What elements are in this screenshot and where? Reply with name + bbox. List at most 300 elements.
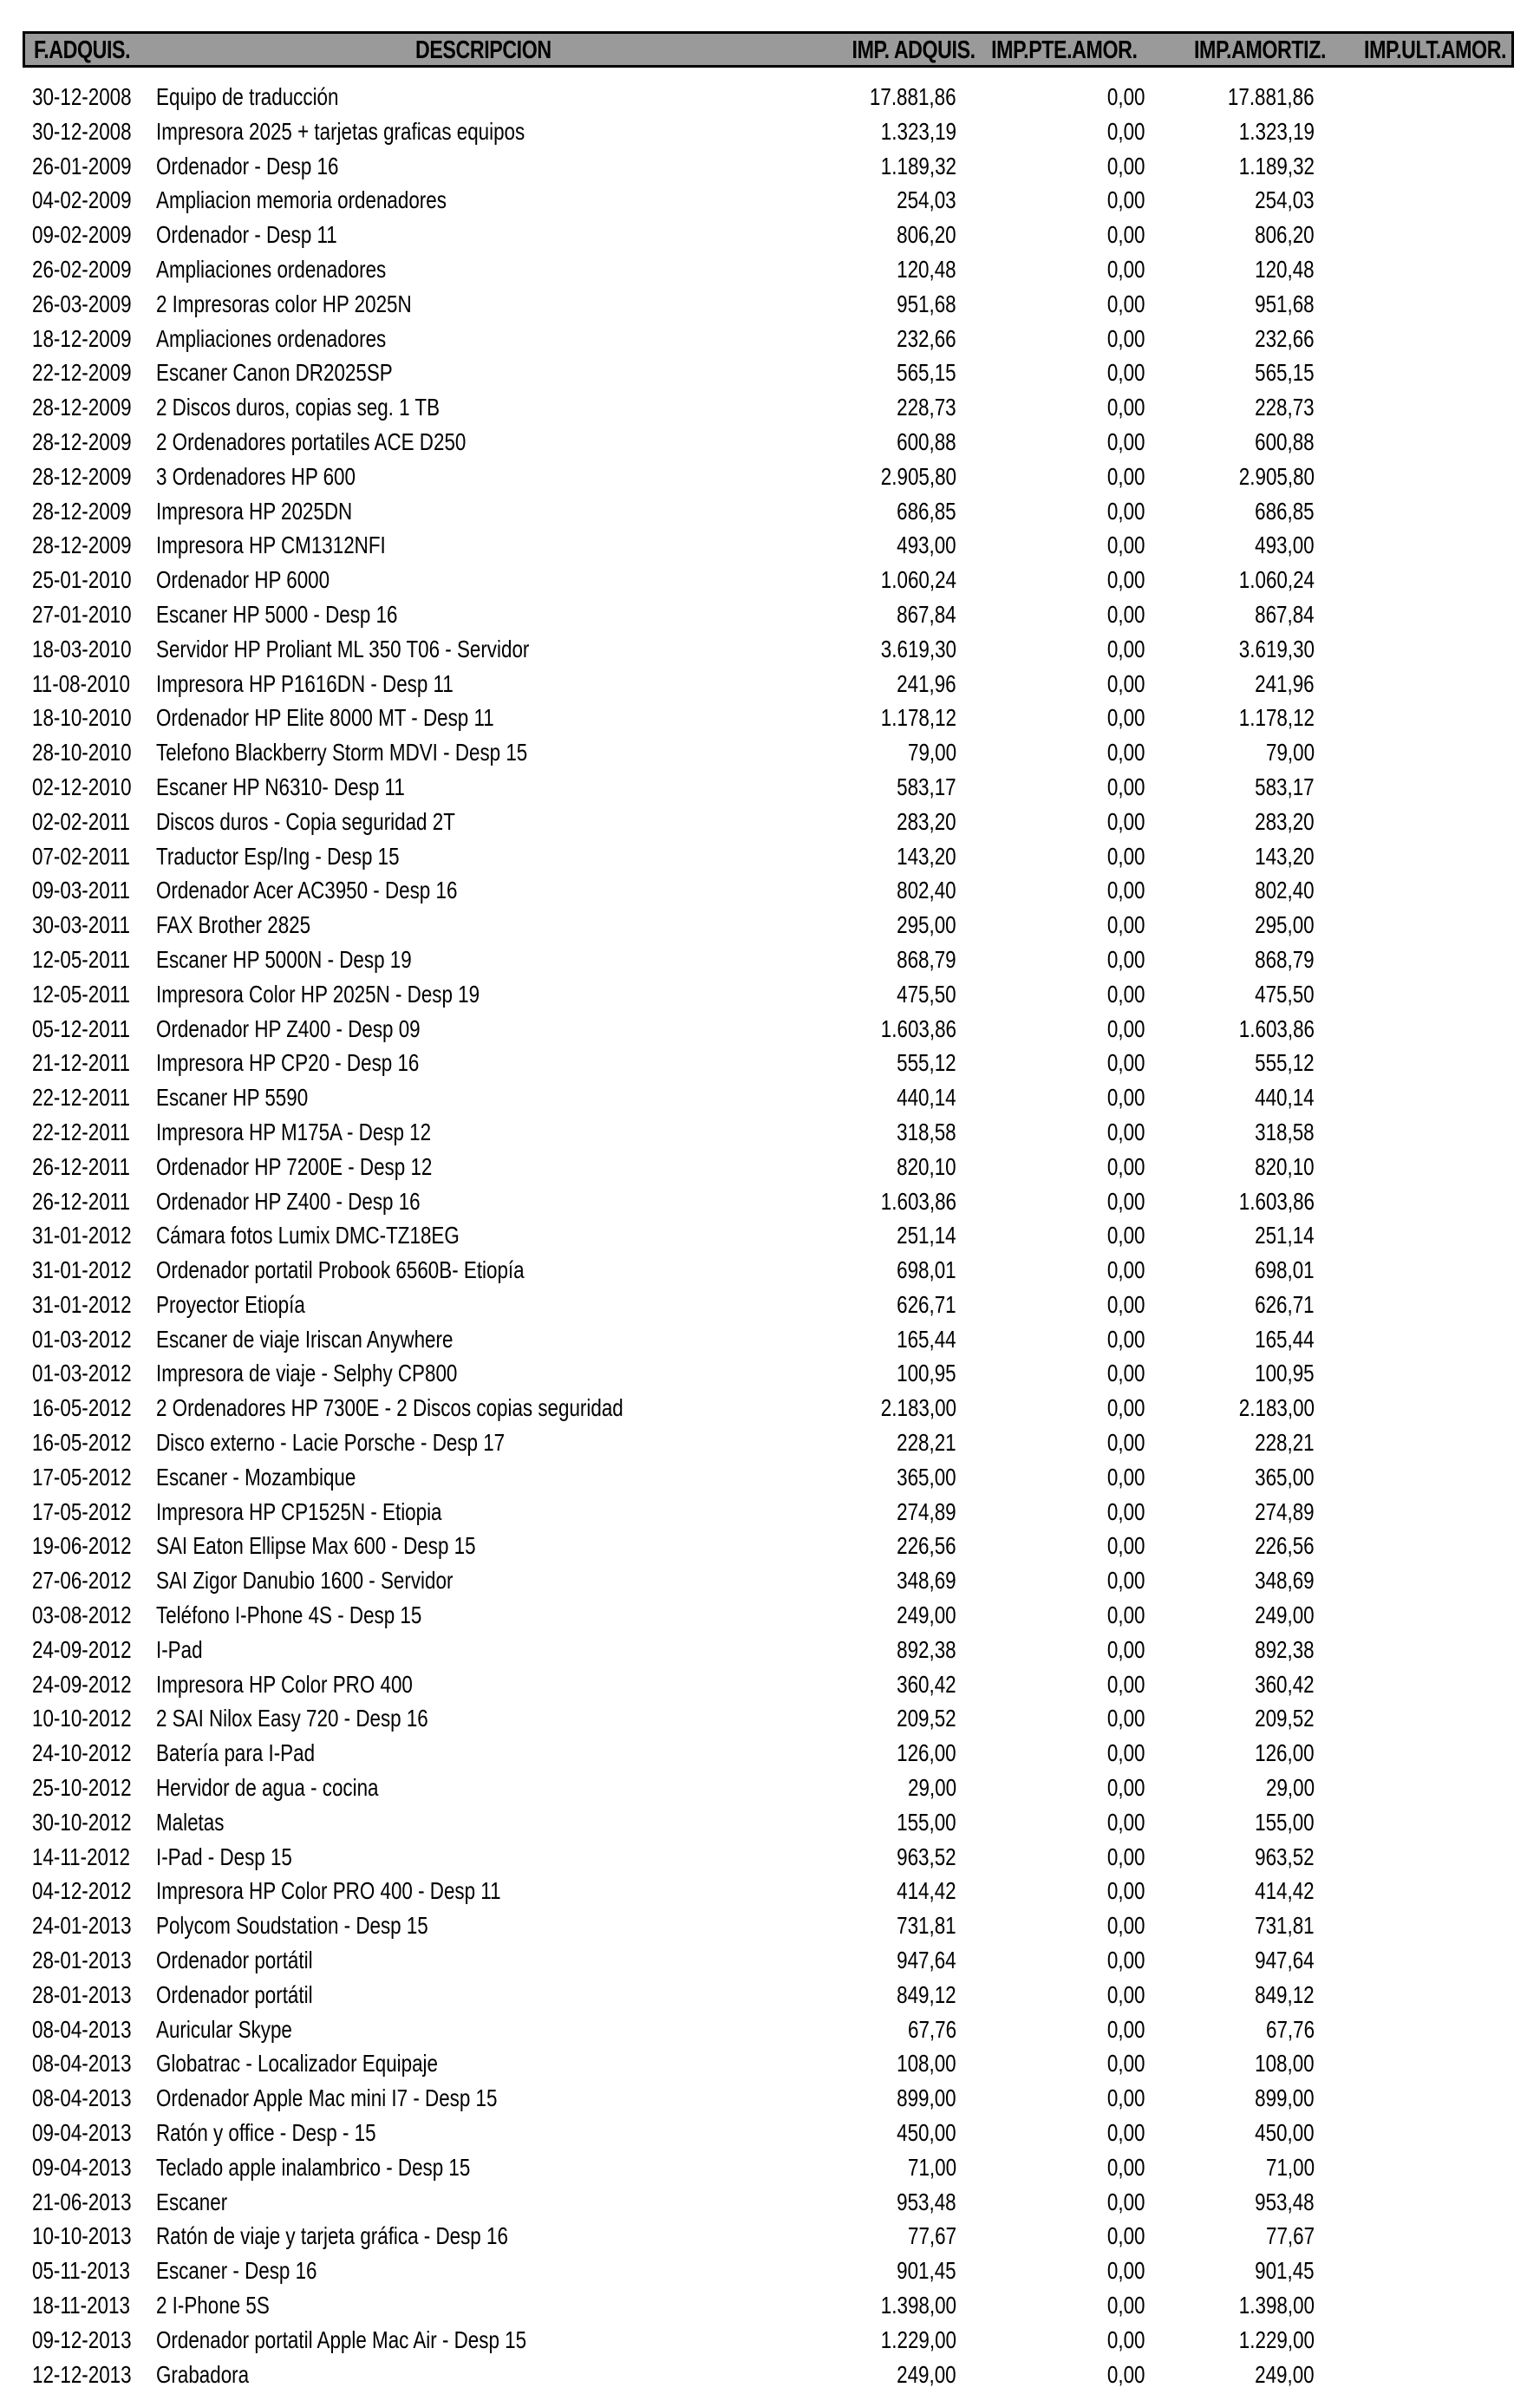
cell-description: Ordenador portatil Probook 6560B- Etiopía	[156, 1256, 525, 1284]
cell-description: Telefono Blackberry Storm MDVI - Desp 15	[156, 739, 528, 766]
cell-description: Ordenador HP Elite 8000 MT - Desp 11	[156, 704, 494, 732]
cell-description: Ampliacion memoria ordenadores	[156, 186, 447, 214]
cell-imp-adquis: 251,14	[897, 1222, 956, 1249]
cell-imp-amortiz: 254,03	[1255, 186, 1315, 214]
cell-imp-adquis: 867,84	[897, 600, 956, 628]
cell-description: Ampliaciones ordenadores	[156, 255, 387, 283]
table-row	[0, 597, 1540, 632]
cell-imp-pte-amor: 0,00	[1106, 1808, 1145, 1836]
table-row	[0, 252, 1540, 287]
cell-imp-amortiz: 232,66	[1255, 324, 1315, 352]
cell-imp-pte-amor: 0,00	[1106, 1014, 1145, 1042]
cell-description: I-Pad - Desp 15	[156, 1843, 292, 1870]
cell-imp-amortiz: 228,21	[1255, 1429, 1315, 1457]
table-row	[0, 1840, 1540, 1875]
cell-imp-adquis: 450,00	[897, 2119, 956, 2147]
cell-date: 22-12-2011	[32, 1118, 130, 1145]
cell-date: 27-06-2012	[32, 1567, 132, 1595]
table-row	[0, 2116, 1540, 2150]
cell-description: Escaner HP 5000N - Desp 19	[156, 945, 412, 973]
cell-date: 18-11-2013	[32, 2292, 130, 2319]
cell-date: 05-11-2013	[32, 2257, 130, 2285]
cell-date: 28-01-2013	[32, 1980, 132, 2008]
cell-description: Discos duros - Copia seguridad 2T	[156, 807, 455, 835]
cell-imp-amortiz: 947,64	[1255, 1947, 1315, 1974]
cell-date: 09-03-2011	[32, 877, 130, 904]
table-row	[0, 494, 1540, 529]
cell-imp-pte-amor: 0,00	[1106, 1325, 1145, 1353]
cell-imp-adquis: 71,00	[907, 2153, 956, 2181]
cell-date: 12-05-2011	[32, 945, 130, 973]
cell-imp-adquis: 600,88	[897, 427, 956, 455]
cell-imp-adquis: 77,67	[907, 2222, 956, 2250]
cell-imp-amortiz: 29,00	[1265, 1774, 1315, 1802]
table-row	[0, 1218, 1540, 1253]
cell-date: 31-01-2012	[32, 1256, 132, 1284]
cell-imp-pte-amor: 0,00	[1106, 635, 1145, 662]
table-row	[0, 2081, 1540, 2116]
cell-imp-adquis: 1.603,86	[880, 1014, 956, 1042]
cell-imp-adquis: 274,89	[897, 1497, 956, 1525]
cell-imp-pte-amor: 0,00	[1106, 427, 1145, 455]
table-row	[0, 908, 1540, 943]
table-row	[0, 1356, 1540, 1391]
cell-description: Escaner HP 5000 - Desp 16	[156, 600, 398, 628]
cell-imp-amortiz: 71,00	[1265, 2153, 1315, 2181]
cell-imp-pte-amor: 0,00	[1106, 2188, 1145, 2215]
table-row	[0, 667, 1540, 701]
cell-imp-pte-amor: 0,00	[1106, 1532, 1145, 1560]
table-row	[0, 2012, 1540, 2047]
cell-description: 2 Impresoras color HP 2025N	[156, 290, 412, 317]
cell-date: 28-10-2010	[32, 739, 132, 766]
table-row	[0, 1805, 1540, 1840]
cell-imp-pte-amor: 0,00	[1106, 1567, 1145, 1595]
cell-description: 2 Ordenadores HP 7300E - 2 Discos copias seguridad	[156, 1394, 623, 1422]
cell-imp-pte-amor: 0,00	[1106, 497, 1145, 525]
table-row	[0, 1460, 1540, 1495]
table-header	[23, 31, 1514, 68]
cell-imp-adquis: 1.323,19	[880, 117, 956, 145]
cell-imp-amortiz: 226,56	[1255, 1532, 1315, 1560]
cell-imp-adquis: 17.881,86	[870, 83, 956, 110]
cell-imp-pte-amor: 0,00	[1106, 1705, 1145, 1732]
cell-date: 01-03-2012	[32, 1360, 132, 1387]
cell-description: Grabadora	[156, 2360, 250, 2388]
cell-imp-adquis: 2.905,80	[880, 462, 956, 490]
header-date: F.ADQUIS.	[34, 36, 131, 64]
cell-description: Disco externo - Lacie Porsche - Desp 17	[156, 1429, 506, 1457]
table-row	[0, 2323, 1540, 2358]
cell-description: Batería para I-Pad	[156, 1739, 316, 1767]
cell-description: Teclado apple inalambrico - Desp 15	[156, 2153, 471, 2181]
cell-imp-adquis: 849,12	[897, 1980, 956, 2008]
cell-date: 18-12-2009	[32, 324, 132, 352]
cell-description: Ampliaciones ordenadores	[156, 324, 387, 352]
cell-date: 28-12-2009	[32, 462, 132, 490]
table-row	[0, 2288, 1540, 2323]
table-row	[0, 943, 1540, 977]
table-row	[0, 1288, 1540, 1322]
cell-date: 26-12-2011	[32, 1152, 130, 1180]
cell-date: 16-05-2012	[32, 1429, 132, 1457]
cell-imp-amortiz: 100,95	[1255, 1360, 1315, 1387]
cell-description: I-Pad	[156, 1635, 203, 1663]
cell-imp-adquis: 67,76	[907, 2015, 956, 2043]
cell-description: Escaner Canon DR2025SP	[156, 359, 393, 387]
table-row	[0, 1908, 1540, 1943]
cell-imp-pte-amor: 0,00	[1106, 773, 1145, 800]
cell-imp-pte-amor: 0,00	[1106, 739, 1145, 766]
cell-description: Impresora HP Color PRO 400	[156, 1670, 413, 1698]
cell-imp-adquis: 155,00	[897, 1808, 956, 1836]
cell-imp-amortiz: 899,00	[1255, 2084, 1315, 2112]
cell-date: 31-01-2012	[32, 1222, 132, 1249]
cell-imp-pte-amor: 0,00	[1106, 83, 1145, 110]
header-description: DESCRIPCION	[415, 36, 551, 64]
cell-imp-amortiz: 583,17	[1255, 773, 1315, 800]
cell-imp-amortiz: 365,00	[1255, 1463, 1315, 1491]
cell-imp-adquis: 440,14	[897, 1084, 956, 1112]
cell-description: Impresora HP CP1525N - Etiopia	[156, 1497, 442, 1525]
cell-imp-amortiz: 414,42	[1255, 1877, 1315, 1905]
cell-imp-adquis: 698,01	[897, 1256, 956, 1284]
cell-imp-pte-amor: 0,00	[1106, 1739, 1145, 1767]
cell-imp-pte-amor: 0,00	[1106, 290, 1145, 317]
cell-imp-amortiz: 868,79	[1255, 945, 1315, 973]
cell-imp-pte-amor: 0,00	[1106, 2257, 1145, 2285]
cell-imp-pte-amor: 0,00	[1106, 2325, 1145, 2353]
cell-imp-adquis: 165,44	[897, 1325, 956, 1353]
cell-imp-pte-amor: 0,00	[1106, 1497, 1145, 1525]
cell-imp-adquis: 249,00	[897, 2360, 956, 2388]
table-row	[0, 322, 1540, 356]
cell-imp-adquis: 475,50	[897, 980, 956, 1008]
cell-imp-amortiz: 209,52	[1255, 1705, 1315, 1732]
cell-imp-pte-amor: 0,00	[1106, 1912, 1145, 1940]
cell-date: 02-02-2011	[32, 807, 130, 835]
cell-description: Ordenador Apple Mac mini I7 - Desp 15	[156, 2084, 498, 2112]
cell-date: 31-01-2012	[32, 1290, 132, 1318]
cell-imp-pte-amor: 0,00	[1106, 1601, 1145, 1629]
cell-date: 01-03-2012	[32, 1325, 132, 1353]
cell-imp-pte-amor: 0,00	[1106, 1152, 1145, 1180]
cell-date: 12-05-2011	[32, 980, 130, 1008]
cell-imp-amortiz: 565,15	[1255, 359, 1315, 387]
cell-imp-pte-amor: 0,00	[1106, 255, 1145, 283]
cell-imp-pte-amor: 0,00	[1106, 152, 1145, 179]
cell-date: 11-08-2010	[32, 669, 130, 697]
cell-date: 05-12-2011	[32, 1014, 130, 1042]
cell-imp-adquis: 2.183,00	[880, 1394, 956, 1422]
cell-imp-adquis: 626,71	[897, 1290, 956, 1318]
table-row	[0, 873, 1540, 908]
cell-imp-amortiz: 493,00	[1255, 532, 1315, 559]
cell-imp-adquis: 802,40	[897, 877, 956, 904]
table-row	[0, 1529, 1540, 1563]
table-row	[0, 1322, 1540, 1357]
cell-imp-pte-amor: 0,00	[1106, 1118, 1145, 1145]
cell-imp-amortiz: 600,88	[1255, 427, 1315, 455]
cell-imp-amortiz: 698,01	[1255, 1256, 1315, 1284]
cell-date: 28-12-2009	[32, 394, 132, 421]
cell-date: 08-04-2013	[32, 2084, 132, 2112]
table-row	[0, 218, 1540, 252]
cell-imp-amortiz: 686,85	[1255, 497, 1315, 525]
cell-imp-amortiz: 1.603,86	[1238, 1014, 1315, 1042]
cell-imp-amortiz: 450,00	[1255, 2119, 1315, 2147]
cell-imp-pte-amor: 0,00	[1106, 1049, 1145, 1077]
cell-imp-pte-amor: 0,00	[1106, 1670, 1145, 1698]
cell-imp-amortiz: 440,14	[1255, 1084, 1315, 1112]
cell-imp-pte-amor: 0,00	[1106, 2015, 1145, 2043]
cell-imp-amortiz: 1.178,12	[1238, 704, 1315, 732]
cell-description: 2 Ordenadores portatiles ACE D250	[156, 427, 467, 455]
table-row	[0, 563, 1540, 597]
table-row	[0, 1391, 1540, 1425]
cell-imp-adquis: 209,52	[897, 1705, 956, 1732]
cell-imp-adquis: 295,00	[897, 911, 956, 939]
cell-imp-adquis: 348,69	[897, 1567, 956, 1595]
cell-description: Impresora Color HP 2025N - Desp 19	[156, 980, 480, 1008]
cell-date: 28-12-2009	[32, 532, 132, 559]
cell-imp-adquis: 414,42	[897, 1877, 956, 1905]
cell-imp-pte-amor: 0,00	[1106, 945, 1145, 973]
cell-date: 07-02-2011	[32, 842, 130, 870]
cell-date: 26-03-2009	[32, 290, 132, 317]
cell-description: 3 Ordenadores HP 600	[156, 462, 356, 490]
table-row	[0, 1874, 1540, 1908]
cell-imp-adquis: 565,15	[897, 359, 956, 387]
cell-date: 28-12-2009	[32, 497, 132, 525]
cell-date: 21-12-2011	[32, 1049, 130, 1077]
cell-imp-pte-amor: 0,00	[1106, 980, 1145, 1008]
cell-date: 16-05-2012	[32, 1394, 132, 1422]
cell-date: 30-10-2012	[32, 1808, 132, 1836]
cell-imp-amortiz: 165,44	[1255, 1325, 1315, 1353]
cell-imp-amortiz: 295,00	[1255, 911, 1315, 939]
cell-date: 18-10-2010	[32, 704, 132, 732]
table-row	[0, 1563, 1540, 1598]
table-row	[0, 114, 1540, 149]
cell-imp-amortiz: 951,68	[1255, 290, 1315, 317]
cell-description: Ordenador - Desp 11	[156, 221, 337, 249]
cell-date: 10-10-2013	[32, 2222, 132, 2250]
cell-imp-pte-amor: 0,00	[1106, 2222, 1145, 2250]
cell-imp-adquis: 226,56	[897, 1532, 956, 1560]
table-row	[0, 1736, 1540, 1771]
cell-imp-pte-amor: 0,00	[1106, 117, 1145, 145]
cell-description: Servidor HP Proliant ML 350 T06 - Servidor	[156, 635, 530, 662]
table-row	[0, 839, 1540, 874]
cell-imp-pte-amor: 0,00	[1106, 1084, 1145, 1112]
cell-date: 30-12-2008	[32, 83, 132, 110]
cell-date: 26-02-2009	[32, 255, 132, 283]
cell-imp-amortiz: 120,48	[1255, 255, 1315, 283]
cell-imp-adquis: 108,00	[897, 2050, 956, 2078]
table-row	[0, 1701, 1540, 1736]
table-row	[0, 287, 1540, 322]
cell-imp-amortiz: 820,10	[1255, 1152, 1315, 1180]
cell-imp-pte-amor: 0,00	[1106, 1394, 1145, 1422]
cell-imp-pte-amor: 0,00	[1106, 1360, 1145, 1387]
cell-imp-adquis: 686,85	[897, 497, 956, 525]
cell-description: Impresora HP Color PRO 400 - Desp 11	[156, 1877, 501, 1905]
cell-imp-amortiz: 79,00	[1265, 739, 1315, 766]
cell-imp-pte-amor: 0,00	[1106, 566, 1145, 594]
cell-date: 03-08-2012	[32, 1601, 132, 1629]
table-row	[0, 1080, 1540, 1115]
cell-description: 2 I-Phone 5S	[156, 2292, 270, 2319]
cell-imp-adquis: 555,12	[897, 1049, 956, 1077]
cell-imp-amortiz: 475,50	[1255, 980, 1315, 1008]
cell-date: 22-12-2009	[32, 359, 132, 387]
cell-imp-adquis: 731,81	[897, 1912, 956, 1940]
cell-imp-amortiz: 77,67	[1265, 2222, 1315, 2250]
cell-date: 09-12-2013	[32, 2325, 132, 2353]
cell-date: 09-04-2013	[32, 2153, 132, 2181]
table-row	[0, 1150, 1540, 1184]
table-row	[0, 770, 1540, 805]
cell-imp-pte-amor: 0,00	[1106, 600, 1145, 628]
cell-imp-pte-amor: 0,00	[1106, 1463, 1145, 1491]
cell-date: 04-02-2009	[32, 186, 132, 214]
cell-date: 26-01-2009	[32, 152, 132, 179]
cell-imp-amortiz: 626,71	[1255, 1290, 1315, 1318]
cell-description: Equipo de traducción	[156, 83, 339, 110]
cell-imp-pte-amor: 0,00	[1106, 359, 1145, 387]
cell-imp-pte-amor: 0,00	[1106, 1290, 1145, 1318]
cell-imp-adquis: 126,00	[897, 1739, 956, 1767]
cell-description: Ordenador HP 6000	[156, 566, 330, 594]
cell-imp-adquis: 360,42	[897, 1670, 956, 1698]
table-row	[0, 2254, 1540, 2288]
cell-date: 28-01-2013	[32, 1947, 132, 1974]
header-imp-amortiz: IMP.AMORTIZ.	[1193, 36, 1326, 64]
table-row	[0, 425, 1540, 460]
table-row	[0, 632, 1540, 667]
cell-date: 27-01-2010	[32, 600, 132, 628]
cell-imp-pte-amor: 0,00	[1106, 1429, 1145, 1457]
cell-date: 17-05-2012	[32, 1497, 132, 1525]
cell-description: Proyector Etiopía	[156, 1290, 305, 1318]
table-row	[0, 2219, 1540, 2254]
cell-imp-amortiz: 1.603,86	[1238, 1187, 1315, 1215]
cell-imp-amortiz: 1.060,24	[1238, 566, 1315, 594]
cell-imp-pte-amor: 0,00	[1106, 394, 1145, 421]
cell-imp-pte-amor: 0,00	[1106, 1980, 1145, 2008]
cell-imp-adquis: 254,03	[897, 186, 956, 214]
table-row	[0, 2046, 1540, 2081]
cell-description: Ordenador portatil Apple Mac Air - Desp 15	[156, 2325, 527, 2353]
cell-imp-adquis: 806,20	[897, 221, 956, 249]
cell-date: 30-03-2011	[32, 911, 130, 939]
table-row	[0, 1978, 1540, 2012]
cell-imp-pte-amor: 0,00	[1106, 807, 1145, 835]
cell-description: Impresora HP CP20 - Desp 16	[156, 1049, 420, 1077]
table-row	[0, 1771, 1540, 1805]
cell-imp-amortiz: 901,45	[1255, 2257, 1315, 2285]
table-row	[0, 1598, 1540, 1633]
cell-imp-pte-amor: 0,00	[1106, 1222, 1145, 1249]
cell-date: 24-09-2012	[32, 1670, 132, 1698]
cell-imp-adquis: 493,00	[897, 532, 956, 559]
cell-date: 24-10-2012	[32, 1739, 132, 1767]
cell-imp-adquis: 1.603,86	[880, 1187, 956, 1215]
cell-imp-amortiz: 1.189,32	[1238, 152, 1315, 179]
cell-imp-amortiz: 867,84	[1255, 600, 1315, 628]
table-row	[0, 805, 1540, 839]
cell-imp-amortiz: 143,20	[1255, 842, 1315, 870]
cell-imp-pte-amor: 0,00	[1106, 1256, 1145, 1284]
cell-imp-amortiz: 1.398,00	[1238, 2292, 1315, 2319]
cell-imp-adquis: 1.189,32	[880, 152, 956, 179]
cell-imp-amortiz: 802,40	[1255, 877, 1315, 904]
table-row	[0, 2150, 1540, 2185]
cell-imp-pte-amor: 0,00	[1106, 2360, 1145, 2388]
cell-imp-amortiz: 849,12	[1255, 1980, 1315, 2008]
cell-date: 22-12-2011	[32, 1084, 130, 1112]
cell-imp-adquis: 365,00	[897, 1463, 956, 1491]
cell-imp-adquis: 1.060,24	[880, 566, 956, 594]
cell-imp-pte-amor: 0,00	[1106, 2119, 1145, 2147]
cell-imp-adquis: 892,38	[897, 1635, 956, 1663]
cell-description: Ordenador Acer AC3950 - Desp 16	[156, 877, 458, 904]
cell-date: 24-01-2013	[32, 1912, 132, 1940]
cell-imp-amortiz: 274,89	[1255, 1497, 1315, 1525]
table-row	[0, 1495, 1540, 1530]
cell-imp-pte-amor: 0,00	[1106, 1843, 1145, 1870]
table-row	[0, 80, 1540, 114]
header-imp-ult-amor: IMP.ULT.AMOR.	[1363, 36, 1506, 64]
cell-imp-amortiz: 251,14	[1255, 1222, 1315, 1249]
cell-imp-amortiz: 2.183,00	[1238, 1394, 1315, 1422]
cell-imp-adquis: 963,52	[897, 1843, 956, 1870]
cell-description: Impresora HP CM1312NFI	[156, 532, 386, 559]
cell-date: 12-12-2013	[32, 2360, 132, 2388]
cell-imp-adquis: 901,45	[897, 2257, 956, 2285]
cell-imp-pte-amor: 0,00	[1106, 186, 1145, 214]
cell-imp-amortiz: 892,38	[1255, 1635, 1315, 1663]
table-row	[0, 1253, 1540, 1288]
cell-description: Hervidor de agua - cocina	[156, 1774, 379, 1802]
cell-imp-adquis: 249,00	[897, 1601, 956, 1629]
table-row	[0, 701, 1540, 735]
cell-imp-pte-amor: 0,00	[1106, 1947, 1145, 1974]
cell-imp-pte-amor: 0,00	[1106, 911, 1145, 939]
cell-imp-amortiz: 1.323,19	[1238, 117, 1315, 145]
cell-imp-amortiz: 17.881,86	[1228, 83, 1315, 110]
cell-imp-adquis: 120,48	[897, 255, 956, 283]
cell-imp-amortiz: 806,20	[1255, 221, 1315, 249]
cell-imp-adquis: 232,66	[897, 324, 956, 352]
cell-imp-pte-amor: 0,00	[1106, 2050, 1145, 2078]
header-imp-pte-amor: IMP.PTE.AMOR.	[990, 36, 1137, 64]
cell-description: Escaner de viaje Iriscan Anywhere	[156, 1325, 454, 1353]
table-row	[0, 356, 1540, 390]
cell-imp-adquis: 283,20	[897, 807, 956, 835]
cell-imp-amortiz: 228,73	[1255, 394, 1315, 421]
cell-date: 09-02-2009	[32, 221, 132, 249]
cell-imp-adquis: 318,58	[897, 1118, 956, 1145]
cell-description: Ratón y office - Desp - 15	[156, 2119, 376, 2147]
cell-description: Impresora HP M175A - Desp 12	[156, 1118, 432, 1145]
cell-imp-pte-amor: 0,00	[1106, 2292, 1145, 2319]
table-row	[0, 2358, 1540, 2392]
cell-date: 19-06-2012	[32, 1532, 132, 1560]
cell-imp-amortiz: 67,76	[1265, 2015, 1315, 2043]
cell-date: 09-04-2013	[32, 2119, 132, 2147]
